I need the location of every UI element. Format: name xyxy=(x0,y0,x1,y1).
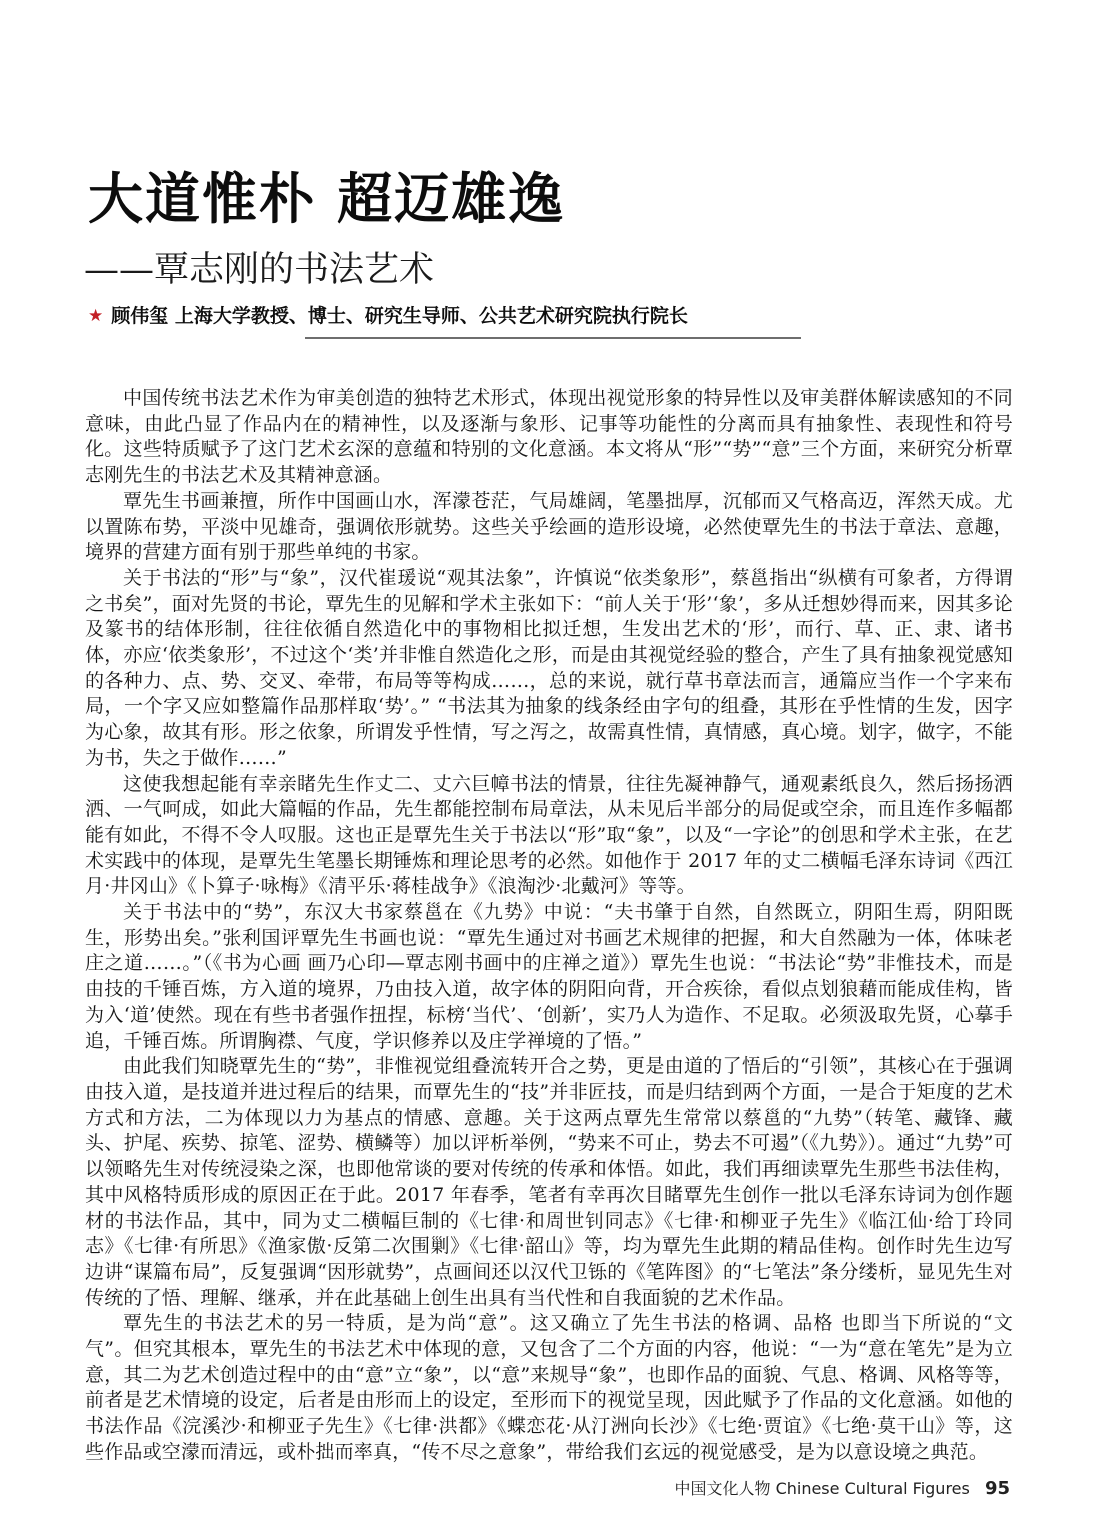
article-subtitle: ——覃志刚的书法艺术 xyxy=(84,250,435,290)
body-paragraph: 这使我想起能有幸亲睹先生作丈二、丈六巨幛书法的情景，往往先凝神静气，通观素纸良久，然后扬扬洒洒、一气呵成，如此大篇幅的作品，先生都能控制布局章法，从未见后半部分的局促或空余，而且连作多幅都能有如此，不得不令人叹服。这也正是覃先生关于书法以“形”取“象”，以及“一字论”的创思和学术主张，在艺术实践中的体现，是覃先生笔墨长期锤炼和理论思考的必然。如他作于 2017 年的丈二横幅毛泽东诗词《西江月·井冈山》《卜算子·咏梅》《清平乐·蒋桂战争》《浪淘沙·北戴河》等等。 xyxy=(85,772,1013,898)
body-paragraph: 由此我们知晓覃先生的“势”，非惟视觉组叠流转开合之势，更是由道的了悟后的“引领”，其核心在于强调由技入道，是技道并进过程后的结果，而覃先生的“技”并非匠技，而是归结到两个方面，一是合于矩度的艺术方式和方法，二为体现以力为基点的情感、意趣。关于这两点覃先生常常以蔡邕的“九势”（转笔、藏锋、藏头、护尾、疾势、掠笔、涩势、横鳞等）加以评析举例，“势来不可止，势去不可遏”（《九势》）。通过“九势”可以领略先生对传统浸染之深，也即他常谈的要对传统的传承和体悟。如此，我们再细读覃先生那些书法佳构，其中风格特质形成的原因正在于此。2017 年春季，笔者有幸再次目睹覃先生创作一批以毛泽东诗词为创作题材的书法作品，其中，同为丈二横幅巨制的《七律·和周世钊同志》《七律·和柳亚子先生》《临江仙·给丁玲同志》《七律·有所思》《渔家傲·反第二次围剿》《七律·韶山》等，均为覃先生此期的精品佳构。创作时先生边写边讲“谋篇布局”，反复强调“因形就势”，点画间还以汉代卫铄的《笔阵图》的“七笔法”条分缕析，显见先生对传统的了悟、理解、继承，并在此基础上创生出具有当代性和自我面貌的艺术作品。 xyxy=(85,1055,1013,1309)
body-paragraph: 关于书法的“形”与“象”，汉代崔瑗说“观其法象”，许慎说“依类象形”，蔡邕指出“纵横有可象者，方得谓之书矣”，面对先贤的书论，覃先生的见解和学术主张如下：“前人关于‘形’‘象’，多从迁想妙得而来，因其多论及篆书的结体形制，往往依循自然造化中的事物相比拟迁想，生发出艺术的‘形’，而行、草、正、隶、诸书体，亦应‘依类象形’，不过这个‘类’并非惟自然造化之形，而是由其视觉经验的整合，产生了具有抽象视觉感知的各种力、点、势、交叉、牵带，布局等等构成……，总的来说，就行草书章法而言，通篇应当作一个字来布局，一个字又应如整篇作品那样取‘势’。” “书法其为抽象的线条经由字句的组叠，其形在乎性情的生发，因字为心象，故其有形。形之依象，所谓发乎性情，写之泻之，故需真性情，真情感，真心境。划字，做字，不能为书，失之于做作……” xyxy=(85,566,1013,769)
article-title: 大道惟朴 超迈雄逸 xyxy=(88,166,566,231)
journal-name-en: Chinese Cultural Figures xyxy=(775,1479,970,1498)
body-paragraph: 覃先生的书法艺术的另一特质，是为尚“意”。这又确立了先生书法的格调、品格 也即当下所说的“文气”。但究其根本，覃先生的书法艺术中体现的意，又包含了二个方面的内容，他说：“一为“意在笔先”是为立意，其二为艺术创造过程中的由“意”立“象”，以“意”来规导“象”，也即作品的面貌、气息、格调、风格等等，前者是艺术情境的设定，后者是由形而上的设定，至形而下的视觉呈现，因此赋予了作品的文化意涵。如他的书法作品《浣溪沙·和柳亚子先生》《七律·洪都》《蝶恋花·从汀洲向长沙》《七绝·贾谊》《七绝·莫干山》等，这些作品或空濛而清远，或朴拙而率真，“传不尽之意象”，带给我们玄远的视觉感受，是为以意设境之典范。 xyxy=(85,1312,1013,1463)
body-paragraph: 中国传统书法艺术作为审美创造的独特艺术形式，体现出视觉形象的特异性以及审美群体解读感知的不同意味，由此凸显了作品内在的精神性，以及逐渐与象形、记事等功能性的分离而具有抽象性、表现性和符号化。这些特质赋予了这门艺术玄深的意蕴和特别的文化意涵。本文将从“形”“势”“意”三个方面，来研究分析覃志刚先生的书法艺术及其精神意涵。 xyxy=(85,387,1013,487)
article-body xyxy=(85,386,1013,1466)
journal-name-cn: 中国文化人物 xyxy=(674,1479,771,1498)
article-header xyxy=(84,166,1018,347)
star-icon: ★ xyxy=(88,305,104,326)
author-line xyxy=(88,304,1018,328)
page-number: 95 xyxy=(984,1478,1010,1499)
body-paragraph: 覃先生书画兼擅，所作中国画山水，浑濛苍茫，气局雄阔，笔墨拙厚，沉郁而又气格高迈，浑然天成。尤以置陈布势，平淡中见雄奇，强调依形就势。这些关乎绘画的造形设境，必然使覃先生的书法于章法、意趣，境界的营建方面有别于那些单纯的书家。 xyxy=(85,489,1013,564)
body-paragraph: 关于书法中的“势”，东汉大书家蔡邕在《九势》中说：“夫书肇于自然，自然既立，阴阳生焉，阴阳既生，形势出矣。”张利国评覃先生书画也说：“覃先生通过对书画艺术规律的把握，和大自然融为一体，体味老庄之道……。”（《书为心画 画乃心印—覃志刚书画中的庄禅之道》）覃先生也说：“书法论“势”非惟技术，而是由技的千锤百炼，方入道的境界，乃由技入道，故字体的阴阳向背，开合疾徐，看似点划狼藉而能成佳构，皆为入‘道’使然。现在有些书者强作扭捏，标榜‘当代’、‘创新’，实乃人为造作、不足取。必须汲取先贤，心摹手追，千锤百炼。所谓胸襟、气度，学识修养以及庄学禅境的了悟。” xyxy=(85,901,1013,1052)
author-divider xyxy=(305,337,801,339)
page-footer xyxy=(674,1479,1010,1499)
author-credentials: 顾伟玺 上海大学教授、博士、研究生导师、公共艺术研究院执行院长 xyxy=(111,305,688,327)
